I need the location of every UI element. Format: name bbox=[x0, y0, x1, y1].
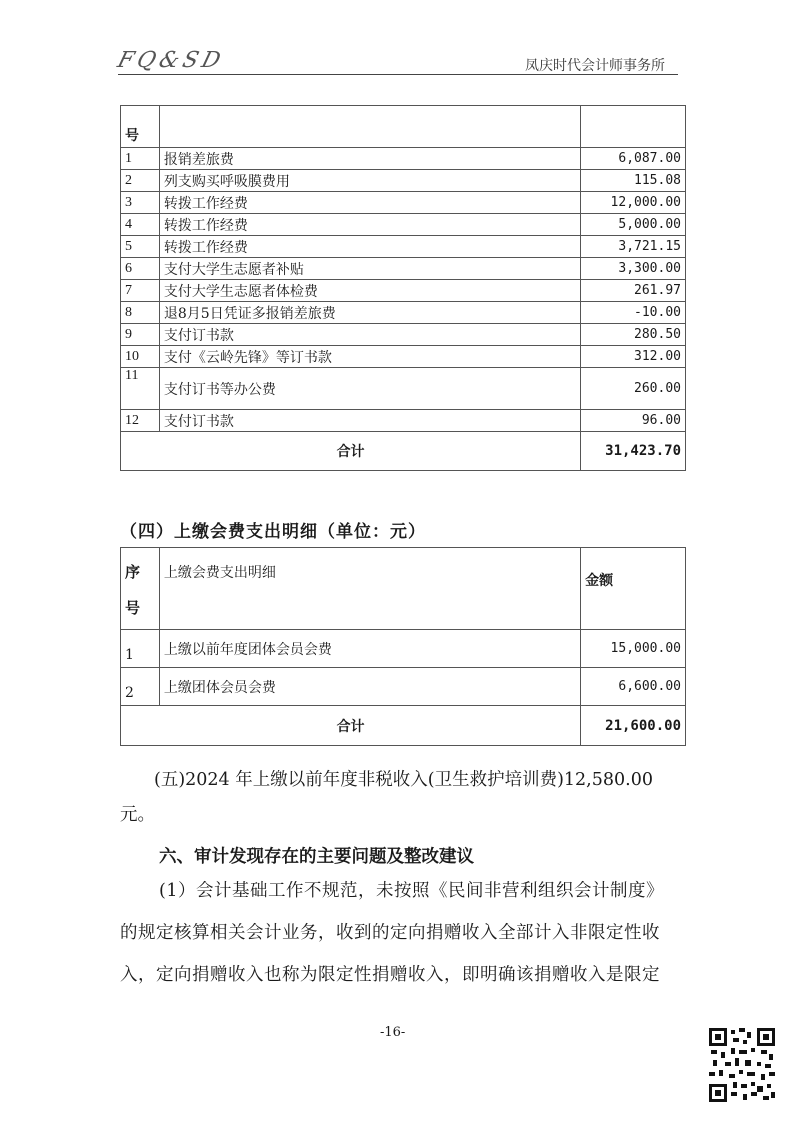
section-5-line-2: 元。 bbox=[120, 805, 155, 825]
row-amount-cell: 6,600.00 bbox=[581, 668, 686, 706]
qr-code-icon bbox=[707, 1026, 777, 1104]
row-num-cell: 9 bbox=[121, 324, 160, 346]
expense-detail-table bbox=[120, 105, 686, 471]
total-label: 合计 bbox=[121, 432, 581, 471]
row-amount-cell: 12,000.00 bbox=[581, 192, 686, 214]
row-amount-cell: 280.50 bbox=[581, 324, 686, 346]
row-desc-cell: 支付大学生志愿者补贴 bbox=[159, 258, 580, 280]
row-amount-cell: -10.00 bbox=[581, 302, 686, 324]
row-num-cell: 3 bbox=[121, 192, 160, 214]
table-row bbox=[121, 368, 686, 410]
section-6-title: 六、审计发现存在的主要问题及整改建议 bbox=[159, 847, 474, 867]
total-label: 合计 bbox=[121, 706, 581, 746]
header-num-cell: 序 号 bbox=[121, 548, 160, 630]
header-num-cell: 号 bbox=[121, 106, 160, 148]
row-num-cell: 1 bbox=[121, 630, 160, 668]
row-desc-cell: 支付订书款 bbox=[159, 324, 580, 346]
row-amount-cell: 5,000.00 bbox=[581, 214, 686, 236]
table-row bbox=[121, 668, 686, 706]
row-amount-cell: 6,087.00 bbox=[581, 148, 686, 170]
section-4-title: （四）上缴会费支出明细（单位：元） bbox=[120, 522, 426, 542]
header-amount-cell: 金额 bbox=[581, 548, 686, 630]
table-row bbox=[121, 280, 686, 302]
row-desc-cell: 退8月5日凭证多报销差旅费 bbox=[159, 302, 580, 324]
row-amount-cell: 3,300.00 bbox=[581, 258, 686, 280]
table-row bbox=[121, 258, 686, 280]
row-amount-cell: 260.00 bbox=[581, 368, 686, 410]
table-row bbox=[121, 346, 686, 368]
row-amount-cell: 115.08 bbox=[581, 170, 686, 192]
table-row bbox=[121, 302, 686, 324]
table-row bbox=[121, 236, 686, 258]
header-desc-cell: 上缴会费支出明细 bbox=[159, 548, 580, 630]
row-desc-cell: 上缴以前年度团体会员会费 bbox=[159, 630, 580, 668]
row-amount-cell: 15,000.00 bbox=[581, 630, 686, 668]
table-row bbox=[121, 148, 686, 170]
table-row bbox=[121, 324, 686, 346]
row-desc-cell: 报销差旅费 bbox=[159, 148, 580, 170]
page-number: -16- bbox=[380, 1025, 406, 1040]
row-desc-cell: 上缴团体会员会费 bbox=[159, 668, 580, 706]
row-num-cell: 2 bbox=[121, 668, 160, 706]
header-logo: FQ&SD bbox=[114, 48, 228, 73]
row-num-cell: 5 bbox=[121, 236, 160, 258]
row-num-cell: 7 bbox=[121, 280, 160, 302]
table-header-row bbox=[121, 106, 686, 148]
row-desc-cell: 列支购买呼吸膜费用 bbox=[159, 170, 580, 192]
row-desc-cell: 转拨工作经费 bbox=[159, 236, 580, 258]
table-row bbox=[121, 410, 686, 432]
paragraph-line-2: 的规定核算相关会计业务，收到的定向捐赠收入全部计入非限定性收 bbox=[120, 923, 660, 943]
row-desc-cell: 支付《云岭先锋》等订书款 bbox=[159, 346, 580, 368]
row-desc-cell: 转拨工作经费 bbox=[159, 214, 580, 236]
row-num-cell: 10 bbox=[121, 346, 160, 368]
row-num-cell: 11 bbox=[121, 368, 160, 410]
row-num-cell: 2 bbox=[121, 170, 160, 192]
membership-fee-table bbox=[120, 547, 686, 746]
row-num-cell: 4 bbox=[121, 214, 160, 236]
row-amount-cell: 96.00 bbox=[581, 410, 686, 432]
row-num-cell: 12 bbox=[121, 410, 160, 432]
row-num-cell: 1 bbox=[121, 148, 160, 170]
paragraph-line-3: 入，定向捐赠收入也称为限定性捐赠收入，即明确该捐赠收入是限定 bbox=[120, 965, 660, 985]
row-desc-cell: 支付大学生志愿者体检费 bbox=[159, 280, 580, 302]
total-amount: 21,600.00 bbox=[581, 706, 686, 746]
total-amount: 31,423.70 bbox=[581, 432, 686, 471]
table-header-row bbox=[121, 548, 686, 630]
table-row bbox=[121, 170, 686, 192]
paragraph-line-1: (1）会计基础工作不规范，未按照《民间非营利组织会计制度》 bbox=[159, 881, 664, 901]
row-desc-cell: 转拨工作经费 bbox=[159, 192, 580, 214]
row-amount-cell: 261.97 bbox=[581, 280, 686, 302]
table-row bbox=[121, 214, 686, 236]
row-amount-cell: 3,721.15 bbox=[581, 236, 686, 258]
row-desc-cell: 支付订书款 bbox=[159, 410, 580, 432]
row-desc-cell: 支付订书等办公费 bbox=[159, 368, 580, 410]
header-firm-name: 凤庆时代会计师事务所 bbox=[525, 58, 665, 74]
total-row bbox=[121, 706, 686, 746]
table-row bbox=[121, 630, 686, 668]
table-row bbox=[121, 192, 686, 214]
total-row bbox=[121, 432, 686, 471]
header-divider bbox=[118, 74, 678, 75]
row-num-cell: 8 bbox=[121, 302, 160, 324]
row-num-cell: 6 bbox=[121, 258, 160, 280]
section-5-line-1: (五)2024 年上缴以前年度非税收入(卫生救护培训费)12,580.00 bbox=[154, 770, 653, 790]
row-amount-cell: 312.00 bbox=[581, 346, 686, 368]
